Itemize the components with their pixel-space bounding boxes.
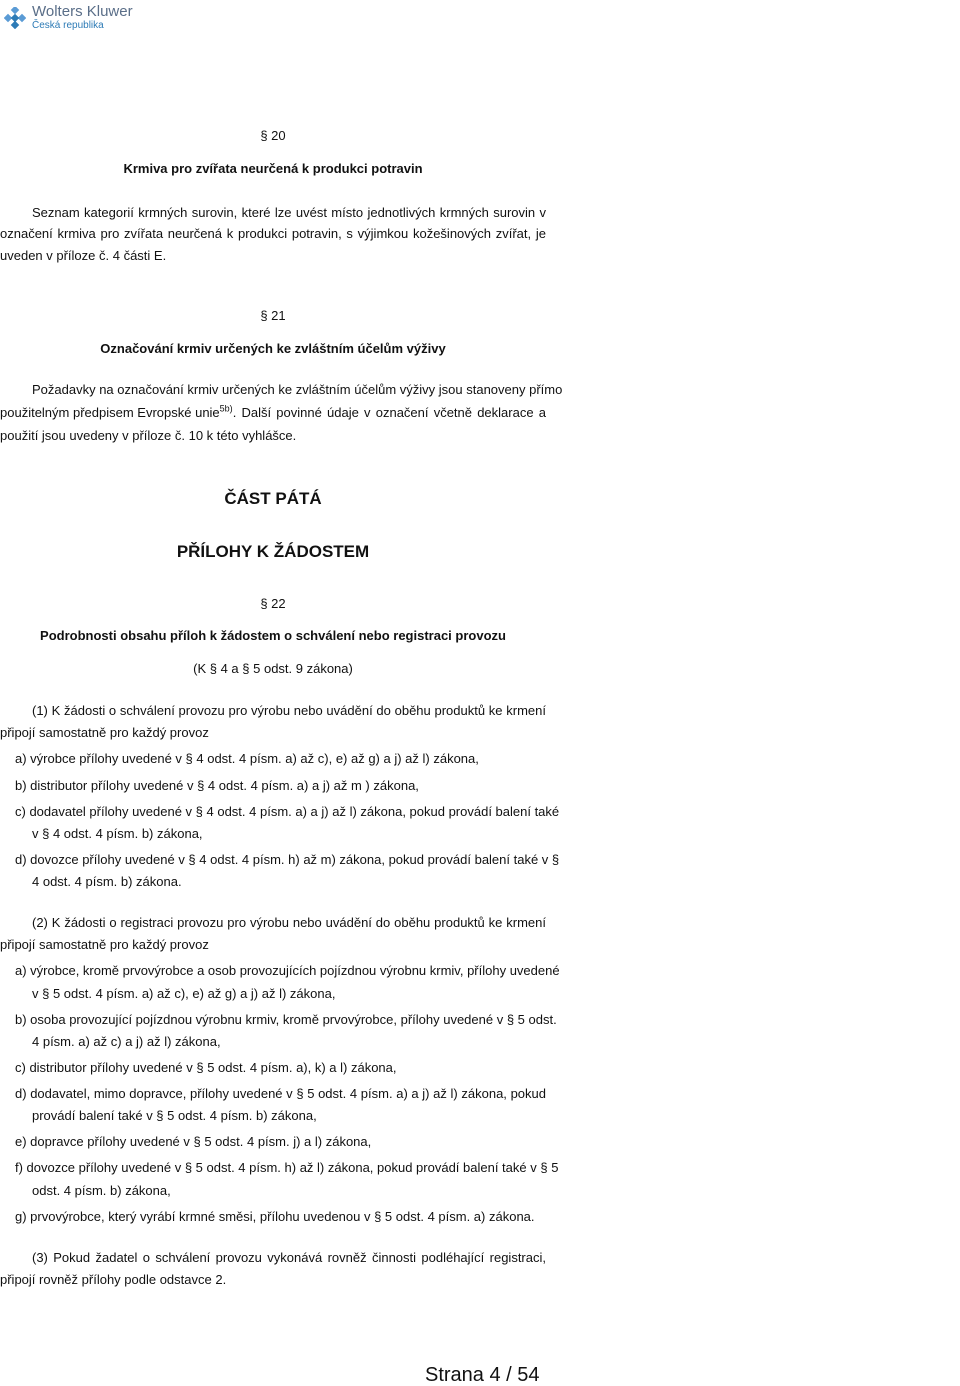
paragraph-line: připojí rovněž přílohy podle odstavce 2. xyxy=(0,1272,227,1287)
section-22-title: Podrobnosti obsahu příloh k žádostem o schválení nebo registraci provozu xyxy=(40,628,506,643)
list-item: g) prvovýrobce, který vyrábí krmné směsi, přílohu uvedenou v § 5 odst. 4 písm. a) zákona. xyxy=(15,1209,535,1224)
publisher-logo xyxy=(4,4,133,32)
section-20-number: § 20 xyxy=(260,128,286,143)
list-item: c) dodavatel přílohy uvedené v § 4 odst. 4 písm. a) a j) až l) zákona, pokud provádí balení také xyxy=(15,804,560,819)
paragraph-line: (1) K žádosti o schválení provozu pro výrobu nebo uvádění do oběhu produktů ke krmení xyxy=(32,703,546,718)
list-item: b) osoba provozující pojízdnou výrobnu krmiv, kromě prvovýrobce, přílohy uvedené v § 5 odst. xyxy=(15,1012,557,1027)
list-item: b) distributor přílohy uvedené v § 4 odst. 4 písm. a) a j) až m ) zákona, xyxy=(15,778,419,793)
list-item: e) dopravce přílohy uvedené v § 5 odst. 4 písm. j) a l) zákona, xyxy=(15,1134,372,1149)
list-item-continuation: v § 4 odst. 4 písm. b) zákona, xyxy=(32,826,203,841)
list-item-continuation: 4 odst. 4 písm. b) zákona. xyxy=(32,874,182,889)
paragraph-text: . Další povinné údaje v označení včetně deklarace a xyxy=(232,405,546,420)
footnote-ref[interactable]: 5b) xyxy=(219,403,233,414)
paragraph-line: připojí samostatně pro každý provoz xyxy=(0,725,209,740)
paragraph-line: připojí samostatně pro každý provoz xyxy=(0,937,209,952)
brand-subtitle: Česká republika xyxy=(32,20,104,31)
paragraph-line: uveden v příloze č. 4 části E. xyxy=(0,248,167,263)
section-20-title: Krmiva pro zvířata neurčená k produkci potravin xyxy=(123,161,423,176)
list-item-continuation: provádí balení také v § 5 odst. 4 písm. b) zákona, xyxy=(32,1108,317,1123)
page-number: Strana 4 / 54 xyxy=(425,1364,540,1386)
section-21-number: § 21 xyxy=(260,308,286,323)
list-item: f) dovozce přílohy uvedené v § 5 odst. 4 písm. h) až l) zákona, pokud provádí balení také v § 5 xyxy=(15,1160,559,1175)
paragraph-line: použití jsou uvedeny v příloze č. 10 k této vyhlášce. xyxy=(0,428,297,443)
wolters-kluwer-logo-icon xyxy=(4,7,26,29)
section-21-title: Označování krmiv určených ke zvláštním účelům výživy xyxy=(100,341,446,356)
paragraph-line: (3) Pokud žadatel o schválení provozu vykonává rovněž činnosti podléhající registraci, xyxy=(32,1250,546,1265)
list-item: d) dodavatel, mimo dopravce, přílohy uvedené v § 5 odst. 4 písm. a) a j) až l) zákona, pokud xyxy=(15,1086,546,1101)
part-heading: ČÁST PÁTÁ xyxy=(224,489,322,508)
section-22-number: § 22 xyxy=(260,596,286,611)
list-item: a) výrobce přílohy uvedené v § 4 odst. 4 písm. a) až c), e) až g) a j) až l) zákona, xyxy=(15,751,479,766)
paragraph-text: použitelným předpisem Evropské unie$^{5b)}$ xyxy=(0,403,233,420)
section-22-reference: (K § 4 a § 5 odst. 9 zákona) xyxy=(193,661,353,676)
paragraph-line: označení krmiva pro zvířata neurčená k produkci potravin, s výjimkou kožešinových zvířat, je xyxy=(0,226,546,241)
list-item-continuation: odst. 4 písm. b) zákona, xyxy=(32,1183,171,1198)
paragraph-line: Seznam kategorií krmných surovin, které lze uvést místo jednotlivých krmných surovin v xyxy=(32,205,546,220)
list-item: c) distributor přílohy uvedené v § 5 odst. 4 písm. a), k) a l) zákona, xyxy=(15,1060,397,1075)
brand-name: Wolters Kluwer xyxy=(32,3,133,20)
list-item-continuation: 4 písm. a) až c) a j) až l) zákona, xyxy=(32,1034,221,1049)
paragraph-line xyxy=(0,405,546,421)
list-item: a) výrobce, kromě prvovýrobce a osob provozujících pojízdnou výrobnu krmiv, přílohy uvedené xyxy=(15,963,560,978)
part-title: PŘÍLOHY K ŽÁDOSTEM xyxy=(176,542,370,561)
paragraph-line: (2) K žádosti o registraci provozu pro výrobu nebo uvádění do oběhu produktů ke krmení xyxy=(32,915,546,930)
paragraph-line: Požadavky na označování krmiv určených ke zvláštním účelům výživy jsou stanoveny přímo xyxy=(32,382,563,397)
list-item: d) dovozce přílohy uvedené v § 4 odst. 4 písm. h) až m) zákona, pokud provádí balení také v § xyxy=(15,852,560,867)
list-item-continuation: v § 5 odst. 4 písm. a) až c), e) až g) a j) až l) zákona, xyxy=(32,986,336,1001)
